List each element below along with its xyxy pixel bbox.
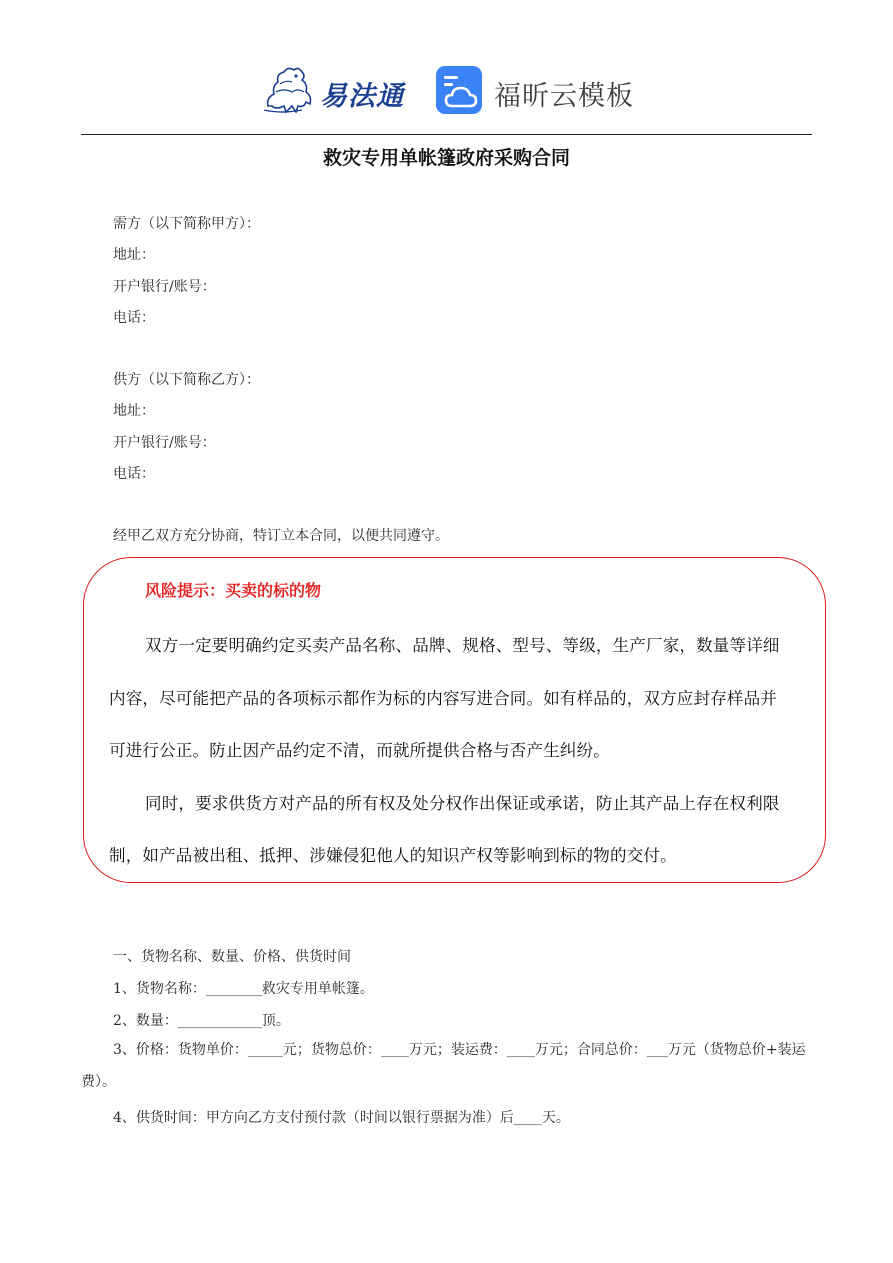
party-a-phone-label: 电话： [113,310,155,326]
party-b-phone-label: 电话： [113,466,155,482]
party-b-name-label: 供方（以下简称乙方）： [113,372,260,388]
party-a-bank-label: 开户银行/账号： [113,279,216,295]
yifatong-logo-text: 易法通 [320,81,404,112]
party-a-name-label: 需方（以下简称甲方）： [113,216,260,232]
party-b-bank-label: 开户银行/账号： [113,435,216,451]
risk-warning-box [83,557,826,883]
risk-paragraph-line: 可进行公正。防止因产品约定不清，而就所提供合格与否产生纠纷。 [109,741,610,760]
clause-quantity: 2、数量：____________顶。 [113,1013,290,1029]
qilin-icon [262,62,322,116]
clause-delivery-time: 4、供货时间：甲方向乙方支付预付款（时间以银行票据为准）后____天。 [113,1110,570,1126]
header-divider [81,134,812,135]
preamble: 经甲乙双方充分协商，特订立本合同，以便共同遵守。 [113,528,449,544]
document-title: 救灾专用单帐篷政府采购合同 [322,147,570,169]
risk-paragraph-line: 双方一定要明确约定买卖产品名称、品牌、规格、型号、等级，生产厂家，数量等详细 [145,636,780,655]
yifatong-logo [262,62,412,116]
risk-warning-title: 风险提示：买卖的标的物 [145,581,322,600]
risk-paragraph-line: 制，如产品被出租、抵押、涉嫌侵犯他人的知识产权等影响到标的物的交付。 [109,846,677,865]
risk-paragraph-line: 内容，尽可能把产品的各项标示都作为标的内容写进合同。如有样品的，双方应封存样品并 [109,689,777,708]
risk-paragraph-line: 同时，要求供货方对产品的所有权及处分权作出保证或承诺，防止其产品上存在权利限 [145,794,780,813]
fuxin-logo-text: 福昕云模板 [494,81,634,112]
page-header [0,58,893,120]
section-1-heading: 一、货物名称、数量、价格、供货时间 [113,949,351,965]
party-b-address-label: 地址： [113,403,155,419]
fuxin-logo [436,66,636,118]
clause-goods-name: 1、货物名称：________救灾专用单帐篷。 [113,981,374,997]
party-a-address-label: 地址： [113,247,155,263]
cloud-document-icon [436,66,484,114]
clause-price: 3、价格：货物单价：_____元；货物总价：____万元；装运费：____万元；合同总价：___万元（货物总价+装运费）。 [81,1042,806,1090]
